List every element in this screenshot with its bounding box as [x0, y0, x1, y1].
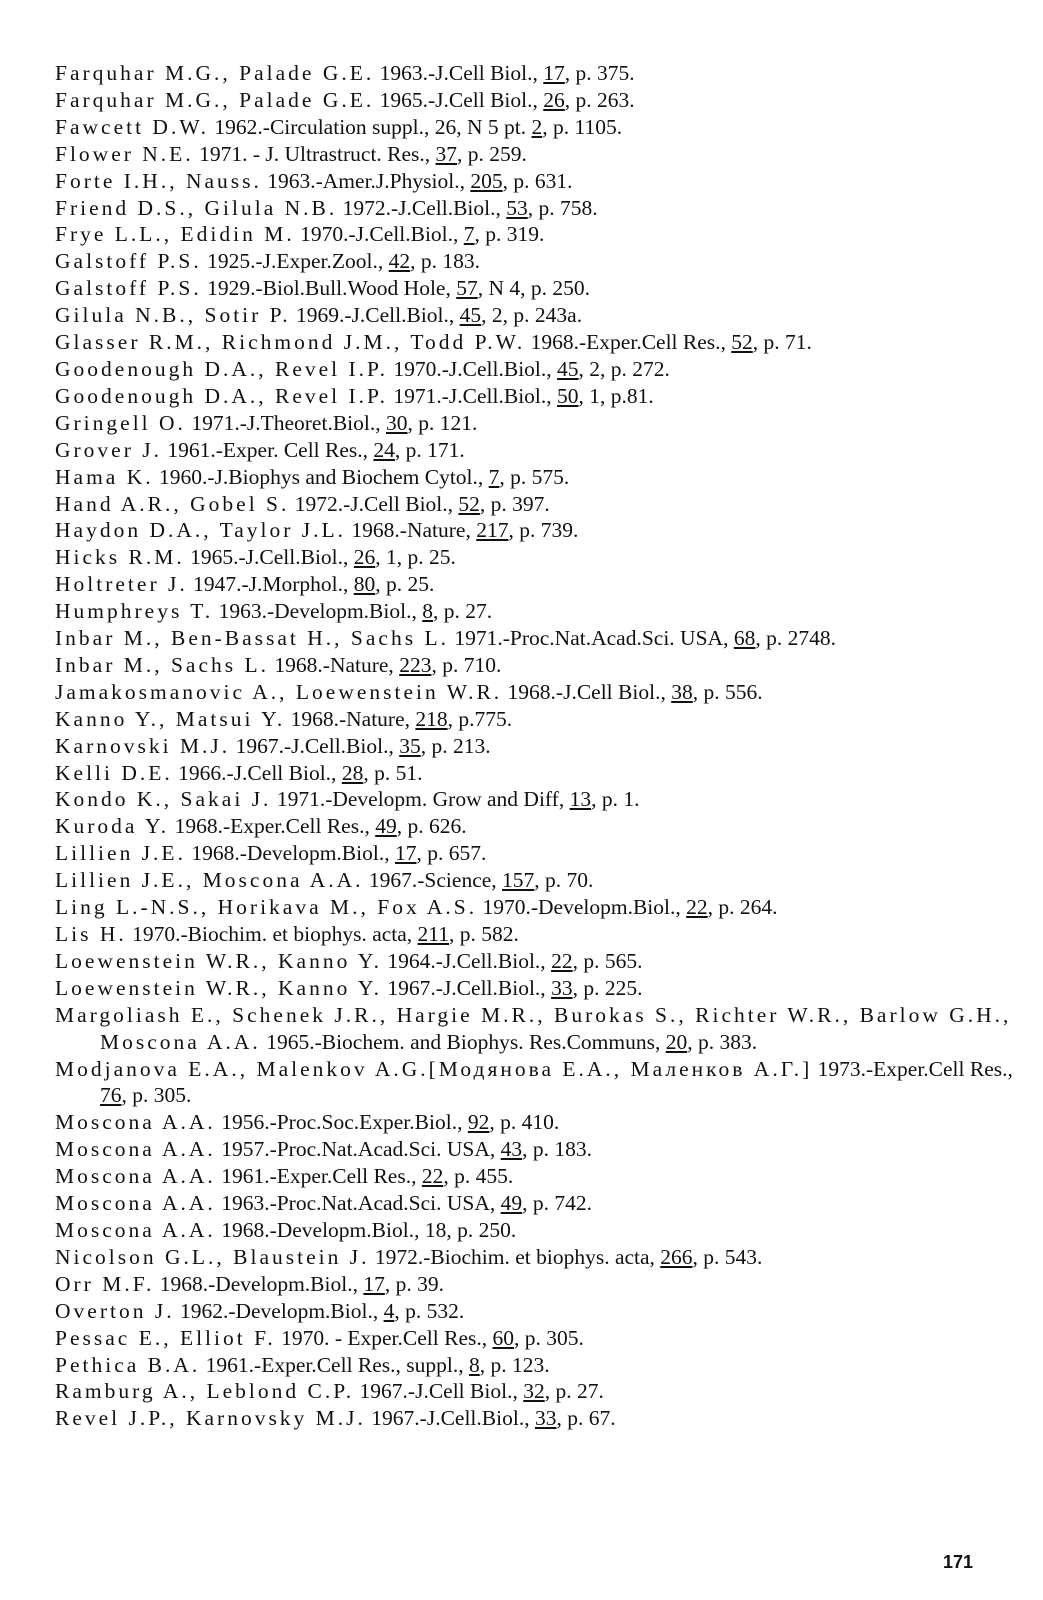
reference-source: 1963.-Developm.Biol., — [218, 599, 417, 624]
reference-authors: Moscona A.A. — [55, 1191, 216, 1216]
reference-pages: p. 264. — [718, 895, 778, 920]
reference-volume: 157 — [502, 868, 535, 893]
reference-source: 1971.-Proc.Nat.Acad.Sci. USA, — [454, 626, 729, 651]
reference-pages: p. 305. — [132, 1083, 192, 1108]
reference-volume: 8 — [469, 1352, 480, 1377]
reference-authors: Forte I.H., Nauss. — [55, 168, 262, 193]
reference-volume: 53 — [506, 195, 528, 220]
reference-pages: p. 543. — [703, 1244, 763, 1269]
reference-source: 1972.-Biochim. et biophys. acta, — [374, 1244, 655, 1269]
reference-authors: Inbar M., Ben-Bassat H., Sachs L. — [55, 626, 449, 651]
reference-source: 1968.-Exper.Cell Res., — [174, 814, 370, 839]
reference-authors: Lillien J.E. — [55, 841, 186, 866]
reference-volume: 60 — [492, 1325, 514, 1350]
reference-entry: Inbar M., Sachs L. 1968.-Nature, 223, p. 710. — [55, 652, 502, 677]
reference-list — [55, 60, 1015, 1432]
reference-entry: Farquhar M.G., Palade G.E. 1965.-J.Cell Biol., 26, p. 263. — [55, 87, 635, 112]
reference-source: 1965.-Biochem. and Biophys. Res.Communs, — [266, 1029, 661, 1054]
reference-entry: Gringell O. 1971.-J.Theoret.Biol., 30, p. 121. — [55, 410, 478, 435]
reference-pages: p. 1105. — [553, 114, 623, 139]
reference-volume: 7 — [463, 222, 475, 247]
reference-entry: Jamakosmanovic A., Loewenstein W.R. 1968.-J.Cell Biol., 38, p. 556. — [55, 679, 763, 704]
reference-authors: Moscona A.A. — [55, 1110, 216, 1135]
reference-entry: Friend D.S., Gilula N.B. 1972.-J.Cell.Biol., 53, p. 758. — [55, 195, 598, 220]
reference-pages: p. 27. — [555, 1379, 604, 1404]
reference-entry: Orr M.F. 1968.-Developm.Biol., 17, p. 39. — [55, 1271, 444, 1296]
reference-volume: 4 — [383, 1298, 395, 1323]
reference-pages: p. 263. — [575, 87, 635, 112]
reference-entry: Moscona A.A. 1961.-Exper.Cell Res., 22, p. 455. — [55, 1164, 514, 1189]
reference-entry: Glasser R.M., Richmond J.M., Todd P.W. 1968.-Exper.Cell Res., 52, p. 71. — [55, 330, 812, 355]
reference-authors: Flower N.E. — [55, 141, 194, 166]
reference-pages: 1, p.81. — [589, 383, 654, 408]
reference-authors: Holtreter J. — [55, 572, 188, 597]
reference-entry: Margoliash E., Schenek J.R., Hargie M.R., Burokas S., Richter W.R., Barlow G.H., Moscona A.A. 1965.-Biochem. and Biophys. Res.Communs, 20, p. 383. — [55, 1002, 1012, 1054]
reference-entry: Flower N.E. 1971. - J. Ultrastruct. Res., 37, p. 259. — [55, 141, 527, 166]
reference-pages: p. 1. — [601, 787, 640, 812]
reference-pages: p. 25. — [386, 572, 435, 597]
reference-volume: 38 — [671, 679, 693, 704]
reference-authors: Haydon D.A., Taylor J.L. — [55, 518, 347, 543]
reference-volume: 49 — [375, 814, 397, 839]
reference-authors: Hand A.R., Gobel S. — [55, 491, 290, 516]
reference-pages: p. 397. — [490, 491, 550, 516]
reference-source: 1961.-Exper. Cell Res., — [167, 437, 369, 462]
reference-entry: Galstoff P.S. 1929.-Biol.Bull.Wood Hole, 57, N 4, p. 250. — [55, 276, 590, 301]
reference-volume: 211 — [417, 922, 449, 946]
reference-authors: Moscona A.A. — [55, 1217, 216, 1242]
reference-volume: 33 — [534, 1406, 557, 1431]
reference-source: 1971.-J.Cell.Biol., — [393, 383, 552, 408]
reference-source: 1960.-J.Biophys and Biochem Cytol., — [159, 464, 484, 489]
reference-source: 1968.-Developm.Biol., 18, p. 250. — [221, 1217, 517, 1242]
reference-source: 1968.-Developm.Biol., — [191, 841, 390, 866]
page-number: 171 — [942, 1552, 973, 1572]
reference-volume: 17 — [543, 61, 565, 85]
reference-volume: 7 — [488, 464, 500, 489]
reference-pages: p. 259. — [467, 141, 527, 166]
reference-volume: 205 — [470, 168, 503, 193]
reference-entry — [55, 1217, 1015, 1244]
reference-authors: Hama K. — [55, 464, 154, 489]
reference-authors: Jamakosmanovic A., Loewenstein W.R. — [55, 679, 503, 704]
reference-entry: Goodenough D.A., Revel I.P. 1971.-J.Cell.Biol., 50, 1, p.81. — [55, 383, 654, 408]
reference-source: 1947.-J.Morphol., — [193, 572, 349, 597]
reference-volume: 49 — [500, 1191, 523, 1216]
reference-source: 1963.-J.Cell Biol., — [379, 61, 538, 85]
reference-source: 1970.-J.Cell.Biol., — [393, 356, 552, 381]
reference-source: 1973.-Exper.Cell Res., — [817, 1056, 1013, 1081]
reference-volume: 33 — [551, 975, 573, 1000]
reference-authors: Pethica B.A. — [55, 1352, 201, 1377]
reference-entry: Holtreter J. 1947.-J.Morphol., 80, p. 25. — [55, 572, 435, 597]
reference-authors: Moscona A.A. — [55, 1137, 216, 1162]
reference-volume: 24 — [373, 437, 395, 462]
reference-source: 1972.-J.Cell.Biol., — [342, 195, 501, 220]
reference-source: 1970.-J.Cell.Biol., — [300, 222, 459, 247]
reference-entry: Nicolson G.L., Blaustein J. 1972.-Biochim. et biophys. acta, 266, p. 543. — [55, 1244, 763, 1269]
reference-authors: Galstoff P.S. — [55, 249, 202, 274]
reference-entry: Ramburg A., Leblond C.P. 1967.-J.Cell Biol., 32, p. 27. — [55, 1379, 604, 1404]
reference-authors: Nicolson G.L., Blaustein J. — [55, 1244, 370, 1269]
reference-authors: Farquhar M.G., Palade G.E. — [55, 87, 375, 112]
reference-authors: Lillien J.E., Moscona A.A. — [55, 868, 364, 893]
reference-pages: p. 183. — [532, 1137, 593, 1162]
reference-authors: Kuroda Y. — [55, 814, 170, 839]
reference-pages: p. 565. — [583, 948, 643, 973]
reference-source: 1967.-J.Cell.Biol., — [371, 1406, 530, 1431]
reference-authors: Gringell O. — [55, 410, 186, 435]
reference-pages: p. 123. — [490, 1352, 550, 1377]
reference-source: 1968.-J.Cell Biol., — [507, 679, 666, 704]
reference-source: 1970.-Biochim. et biophys. acta, — [132, 922, 413, 946]
reference-authors: Gilula N.B., Sotir P. — [55, 303, 291, 328]
reference-source: 1961.-Exper.Cell Res., suppl., — [205, 1352, 464, 1377]
reference-pages: p. 739. — [519, 518, 579, 543]
reference-entry: Overton J. 1962.-Developm.Biol., 4, p. 532. — [55, 1298, 465, 1323]
reference-volume: 17 — [363, 1271, 385, 1296]
reference-pages: p. 171. — [405, 437, 465, 462]
reference-source: 1964.-J.Cell.Biol., — [387, 948, 546, 973]
reference-authors: Kelli D.E. — [55, 760, 173, 785]
reference-authors: Loewenstein W.R., Kanno Y. — [55, 975, 383, 1000]
reference-pages: p. 375. — [575, 61, 635, 85]
reference-entry: Humphreys T. 1963.-Developm.Biol., 8, p. 27. — [55, 599, 493, 624]
reference-pages: p. 213. — [431, 733, 491, 758]
reference-source: 1965.-J.Cell.Biol., — [190, 545, 349, 570]
reference-entry: Frye L.L., Edidin M. 1970.-J.Cell.Biol., 7, p. 319. — [55, 222, 545, 247]
reference-volume: 76 — [100, 1083, 122, 1108]
reference-entry: Moscona A.A. 1956.-Proc.Soc.Exper.Biol., 92, p. 410. — [55, 1110, 560, 1135]
reference-pages: p. 631. — [513, 168, 573, 193]
reference-source: 1967.-J.Cell.Biol., — [387, 975, 546, 1000]
reference-volume: 32 — [523, 1379, 545, 1404]
reference-source: 1968.-Nature, — [290, 706, 410, 731]
reference-source: 1962.-Developm.Biol., — [179, 1298, 379, 1323]
reference-source: 1961.-Exper.Cell Res., — [221, 1164, 417, 1189]
reference-authors: Goodenough D.A., Revel I.P. — [55, 356, 389, 381]
reference-pages: p. 2748. — [766, 626, 836, 651]
reference-pages: p. 455. — [454, 1164, 514, 1189]
reference-entry: Ling L.-N.S., Horikava M., Fox A.S. 1970.-Developm.Biol., 22, p. 264. — [55, 895, 778, 920]
reference-volume: 92 — [467, 1110, 490, 1135]
reference-pages: p. 710. — [442, 652, 502, 677]
reference-pages: p. 383. — [697, 1029, 758, 1054]
reference-volume: 35 — [399, 733, 421, 758]
reference-authors: Humphreys T. — [55, 599, 214, 624]
reference-pages: p. 51. — [374, 760, 423, 785]
reference-source: 1963.-Proc.Nat.Acad.Sci. USA, — [221, 1191, 496, 1216]
reference-volume: 68 — [733, 626, 756, 651]
reference-source: 1965.-J.Cell Biol., — [379, 87, 538, 112]
reference-pages: p.775. — [458, 706, 513, 731]
reference-source: 1925.-J.Exper.Zool., — [207, 249, 384, 274]
reference-volume: 30 — [385, 410, 408, 435]
reference-entry: Kelli D.E. 1966.-J.Cell Biol., 28, p. 51. — [55, 760, 423, 785]
reference-pages: N 4, p. 250. — [488, 276, 590, 301]
reference-entry: Lillien J.E., Moscona A.A. 1967.-Science, 157, p. 70. — [55, 868, 594, 893]
reference-pages: p. 582. — [459, 922, 519, 946]
reference-entry: Moscona A.A. 1957.-Proc.Nat.Acad.Sci. USA, 43, p. 183. — [55, 1137, 593, 1162]
reference-source: 1968.-Nature, — [274, 652, 394, 677]
reference-pages: p. 742. — [532, 1191, 593, 1216]
reference-entry: Revel J.P., Karnovsky M.J. 1967.-J.Cell.Biol., 33, p. 67. — [55, 1406, 616, 1431]
reference-volume: 28 — [341, 760, 364, 785]
reference-source: 1929.-Biol.Bull.Wood Hole, — [207, 276, 451, 301]
reference-source: 1968.-Exper.Cell Res., — [530, 330, 726, 355]
reference-entry: Galstoff P.S. 1925.-J.Exper.Zool., 42, p. 183. — [55, 249, 481, 274]
reference-pages: p. 532. — [405, 1298, 465, 1323]
reference-entry: Hand A.R., Gobel S. 1972.-J.Cell Biol., 52, p. 397. — [55, 491, 550, 516]
reference-authors: Orr M.F. — [55, 1271, 155, 1296]
reference-pages: 2, p. 272. — [589, 356, 670, 381]
reference-source: 1967.-J.Cell.Biol., — [235, 733, 394, 758]
reference-entry: Lis H. 1970.-Biochim. et biophys. acta, 211, p. 582. — [55, 922, 519, 946]
reference-pages: p. 39. — [395, 1271, 444, 1296]
reference-source: 1970. - Exper.Cell Res., — [281, 1325, 488, 1350]
reference-volume: 2 — [531, 114, 543, 139]
reference-pages: p. 27. — [443, 599, 493, 624]
reference-volume: 22 — [421, 1164, 444, 1189]
reference-authors: Kanno Y., Matsui Y. — [55, 706, 286, 731]
reference-entry: Karnovski M.J. 1967.-J.Cell.Biol., 35, p. 213. — [55, 733, 491, 758]
reference-volume: 223 — [399, 652, 432, 677]
reference-authors: Margoliash E., Schenek J.R., Hargie M.R., Burokas S., Richter W.R., Barlow G.H., Moscona A.A. — [55, 1002, 1012, 1054]
reference-volume: 43 — [500, 1137, 523, 1162]
reference-pages: p. 626. — [407, 814, 467, 839]
reference-authors: Pessac E., Elliot F. — [55, 1325, 276, 1350]
reference-source: 1967.-J.Cell Biol., — [359, 1379, 518, 1404]
reference-authors: Fawcett D.W. — [55, 114, 210, 139]
reference-entry: Pethica B.A. 1961.-Exper.Cell Res., suppl., 8, p. 123. — [55, 1352, 550, 1377]
reference-entry: Fawcett D.W. 1962.-Circulation suppl., 26, N 5 pt. 2, p. 1105. — [55, 114, 623, 139]
reference-pages: 2, p. 243a. — [491, 303, 583, 328]
reference-authors: Farquhar M.G., Palade G.E. — [55, 61, 375, 85]
reference-authors: Moscona A.A. — [55, 1164, 216, 1189]
reference-entry: Grover J. 1961.-Exper. Cell Res., 24, p. 171. — [55, 437, 465, 462]
reference-authors: Hicks R.M. — [55, 545, 185, 570]
reference-volume: 52 — [731, 330, 753, 355]
reference-volume: 13 — [569, 787, 592, 812]
reference-authors: Lis H. — [55, 922, 127, 946]
reference-entry: Hicks R.M. 1965.-J.Cell.Biol., 26, 1, p. 25. — [55, 545, 456, 570]
reference-authors: Galstoff P.S. — [55, 276, 202, 301]
reference-source: 1966.-J.Cell Biol., — [178, 760, 337, 785]
reference-source: 1969.-J.Cell.Biol., — [296, 303, 455, 328]
reference-pages: p. 183. — [420, 249, 481, 274]
reference-pages: p. 556. — [703, 679, 763, 704]
reference-entry: Goodenough D.A., Revel I.P. 1970.-J.Cell.Biol., 45, 2, p. 272. — [55, 356, 670, 381]
reference-entry: Farquhar M.G., Palade G.E. 1963.-J.Cell Biol., 17, p. 375. — [55, 61, 635, 85]
reference-pages: p. 575. — [510, 464, 570, 489]
reference-pages: p. 67. — [567, 1406, 616, 1431]
reference-authors: Goodenough D.A., Revel I.P. — [55, 383, 389, 408]
reference-volume: 8 — [422, 599, 433, 624]
reference-volume: 45 — [459, 303, 482, 328]
reference-volume: 22 — [686, 895, 708, 920]
reference-authors: Friend D.S., Gilula N.B. — [55, 195, 338, 220]
reference-authors: Grover J. — [55, 437, 163, 462]
reference-pages: p. 225. — [583, 975, 643, 1000]
reference-authors: Inbar M., Sachs L. — [55, 652, 270, 677]
reference-volume: 45 — [557, 356, 579, 381]
reference-authors: Karnovski M.J. — [55, 733, 231, 758]
reference-entry: Lillien J.E. 1968.-Developm.Biol., 17, p. 657. — [55, 841, 487, 866]
reference-authors: Frye L.L., Edidin M. — [55, 222, 295, 247]
reference-source: 1962.-Circulation suppl., 26, N 5 pt. — [214, 114, 527, 139]
reference-volume: 52 — [458, 491, 480, 516]
reference-volume: 26 — [543, 87, 565, 112]
reference-volume: 20 — [665, 1029, 688, 1054]
reference-pages: p. 657. — [427, 841, 487, 866]
reference-authors: Kondo K., Sakai J. — [55, 787, 272, 812]
reference-volume: 26 — [353, 545, 376, 570]
reference-volume: 50 — [557, 383, 579, 408]
reference-entry: Loewenstein W.R., Kanno Y. 1964.-J.Cell.Biol., 22, p. 565. — [55, 948, 643, 973]
reference-pages: p. 305. — [524, 1325, 584, 1350]
reference-source: 1971. - J. Ultrastruct. Res., — [199, 141, 431, 166]
reference-entry: Pessac E., Elliot F. 1970. - Exper.Cell Res., 60, p. 305. — [55, 1325, 584, 1350]
reference-authors: Revel J.P., Karnovsky M.J. — [55, 1406, 366, 1431]
reference-source: 1972.-J.Cell Biol., — [294, 491, 454, 516]
reference-pages: p. 319. — [485, 222, 545, 247]
reference-entry: Kanno Y., Matsui Y. 1968.-Nature, 218, p.775. — [55, 706, 513, 731]
reference-entry: Moscona A.A. 1963.-Proc.Nat.Acad.Sci. USA, 49, p. 742. — [55, 1191, 593, 1216]
reference-volume: 17 — [394, 841, 417, 866]
reference-pages: p. 410. — [500, 1110, 560, 1135]
reference-authors: Ling L.-N.S., Horikava M., Fox A.S. — [55, 895, 478, 920]
reference-entry: Modjanova E.A., Malenkov A.G.[Модянова Е.А., Маленков А.Г.] 1973.-Exper.Cell Res., 76, p. 305. — [55, 1056, 1013, 1108]
reference-volume: 218 — [415, 706, 448, 731]
reference-volume: 266 — [660, 1244, 693, 1269]
reference-authors: Loewenstein W.R., Kanno Y. — [55, 948, 383, 973]
reference-entry: Kondo K., Sakai J. 1971.-Developm. Grow and Diff, 13, p. 1. — [55, 787, 640, 812]
reference-volume: 80 — [353, 572, 376, 597]
reference-entry: Haydon D.A., Taylor J.L. 1968.-Nature, 217, p. 739. — [55, 518, 579, 543]
reference-pages: p. 758. — [538, 195, 598, 220]
reference-volume: 22 — [551, 948, 573, 973]
reference-source: 1968.-Nature, — [351, 518, 471, 543]
reference-volume: 217 — [476, 518, 509, 543]
reference-pages: p. 70. — [545, 868, 594, 893]
reference-source: 1957.-Proc.Nat.Acad.Sci. USA, — [221, 1137, 496, 1162]
reference-source: 1956.-Proc.Soc.Exper.Biol., — [221, 1110, 463, 1135]
reference-entry: Inbar M., Ben-Bassat H., Sachs L. 1971.-Proc.Nat.Acad.Sci. USA, 68, p. 2748. — [55, 626, 836, 651]
reference-source: 1971.-J.Theoret.Biol., — [191, 410, 381, 435]
reference-pages: p. 121. — [418, 410, 478, 435]
reference-volume: 57 — [456, 276, 478, 301]
reference-entry: Gilula N.B., Sotir P. 1969.-J.Cell.Biol., 45, 2, p. 243a. — [55, 303, 583, 328]
reference-authors: Ramburg A., Leblond C.P. — [55, 1379, 355, 1404]
reference-entry: Hama K. 1960.-J.Biophys and Biochem Cytol., 7, p. 575. — [55, 464, 570, 489]
reference-pages: p. 71. — [763, 330, 812, 355]
reference-volume: 42 — [388, 249, 411, 274]
reference-pages: 1, p. 25. — [386, 545, 456, 570]
reference-source: 1963.-Amer.J.Physiol., — [267, 168, 465, 193]
reference-source: 1967.-Science, — [368, 868, 497, 893]
reference-source: 1968.-Developm.Biol., — [159, 1271, 358, 1296]
reference-authors: Glasser R.M., Richmond J.M., Todd P.W. — [55, 330, 526, 355]
reference-authors: Modjanova E.A., Malenkov A.G.[Модянова Е.А., Маленков А.Г.] — [55, 1056, 813, 1081]
reference-volume: 37 — [435, 141, 458, 166]
reference-source: 1970.-Developm.Biol., — [482, 895, 681, 920]
reference-entry: Kuroda Y. 1968.-Exper.Cell Res., 49, p. 626. — [55, 814, 467, 839]
reference-source: 1971.-Developm. Grow and Diff, — [276, 787, 565, 812]
reference-entry: Loewenstein W.R., Kanno Y. 1967.-J.Cell.Biol., 33, p. 225. — [55, 975, 643, 1000]
reference-authors: Overton J. — [55, 1298, 175, 1323]
reference-entry: Forte I.H., Nauss. 1963.-Amer.J.Physiol., 205, p. 631. — [55, 168, 573, 193]
